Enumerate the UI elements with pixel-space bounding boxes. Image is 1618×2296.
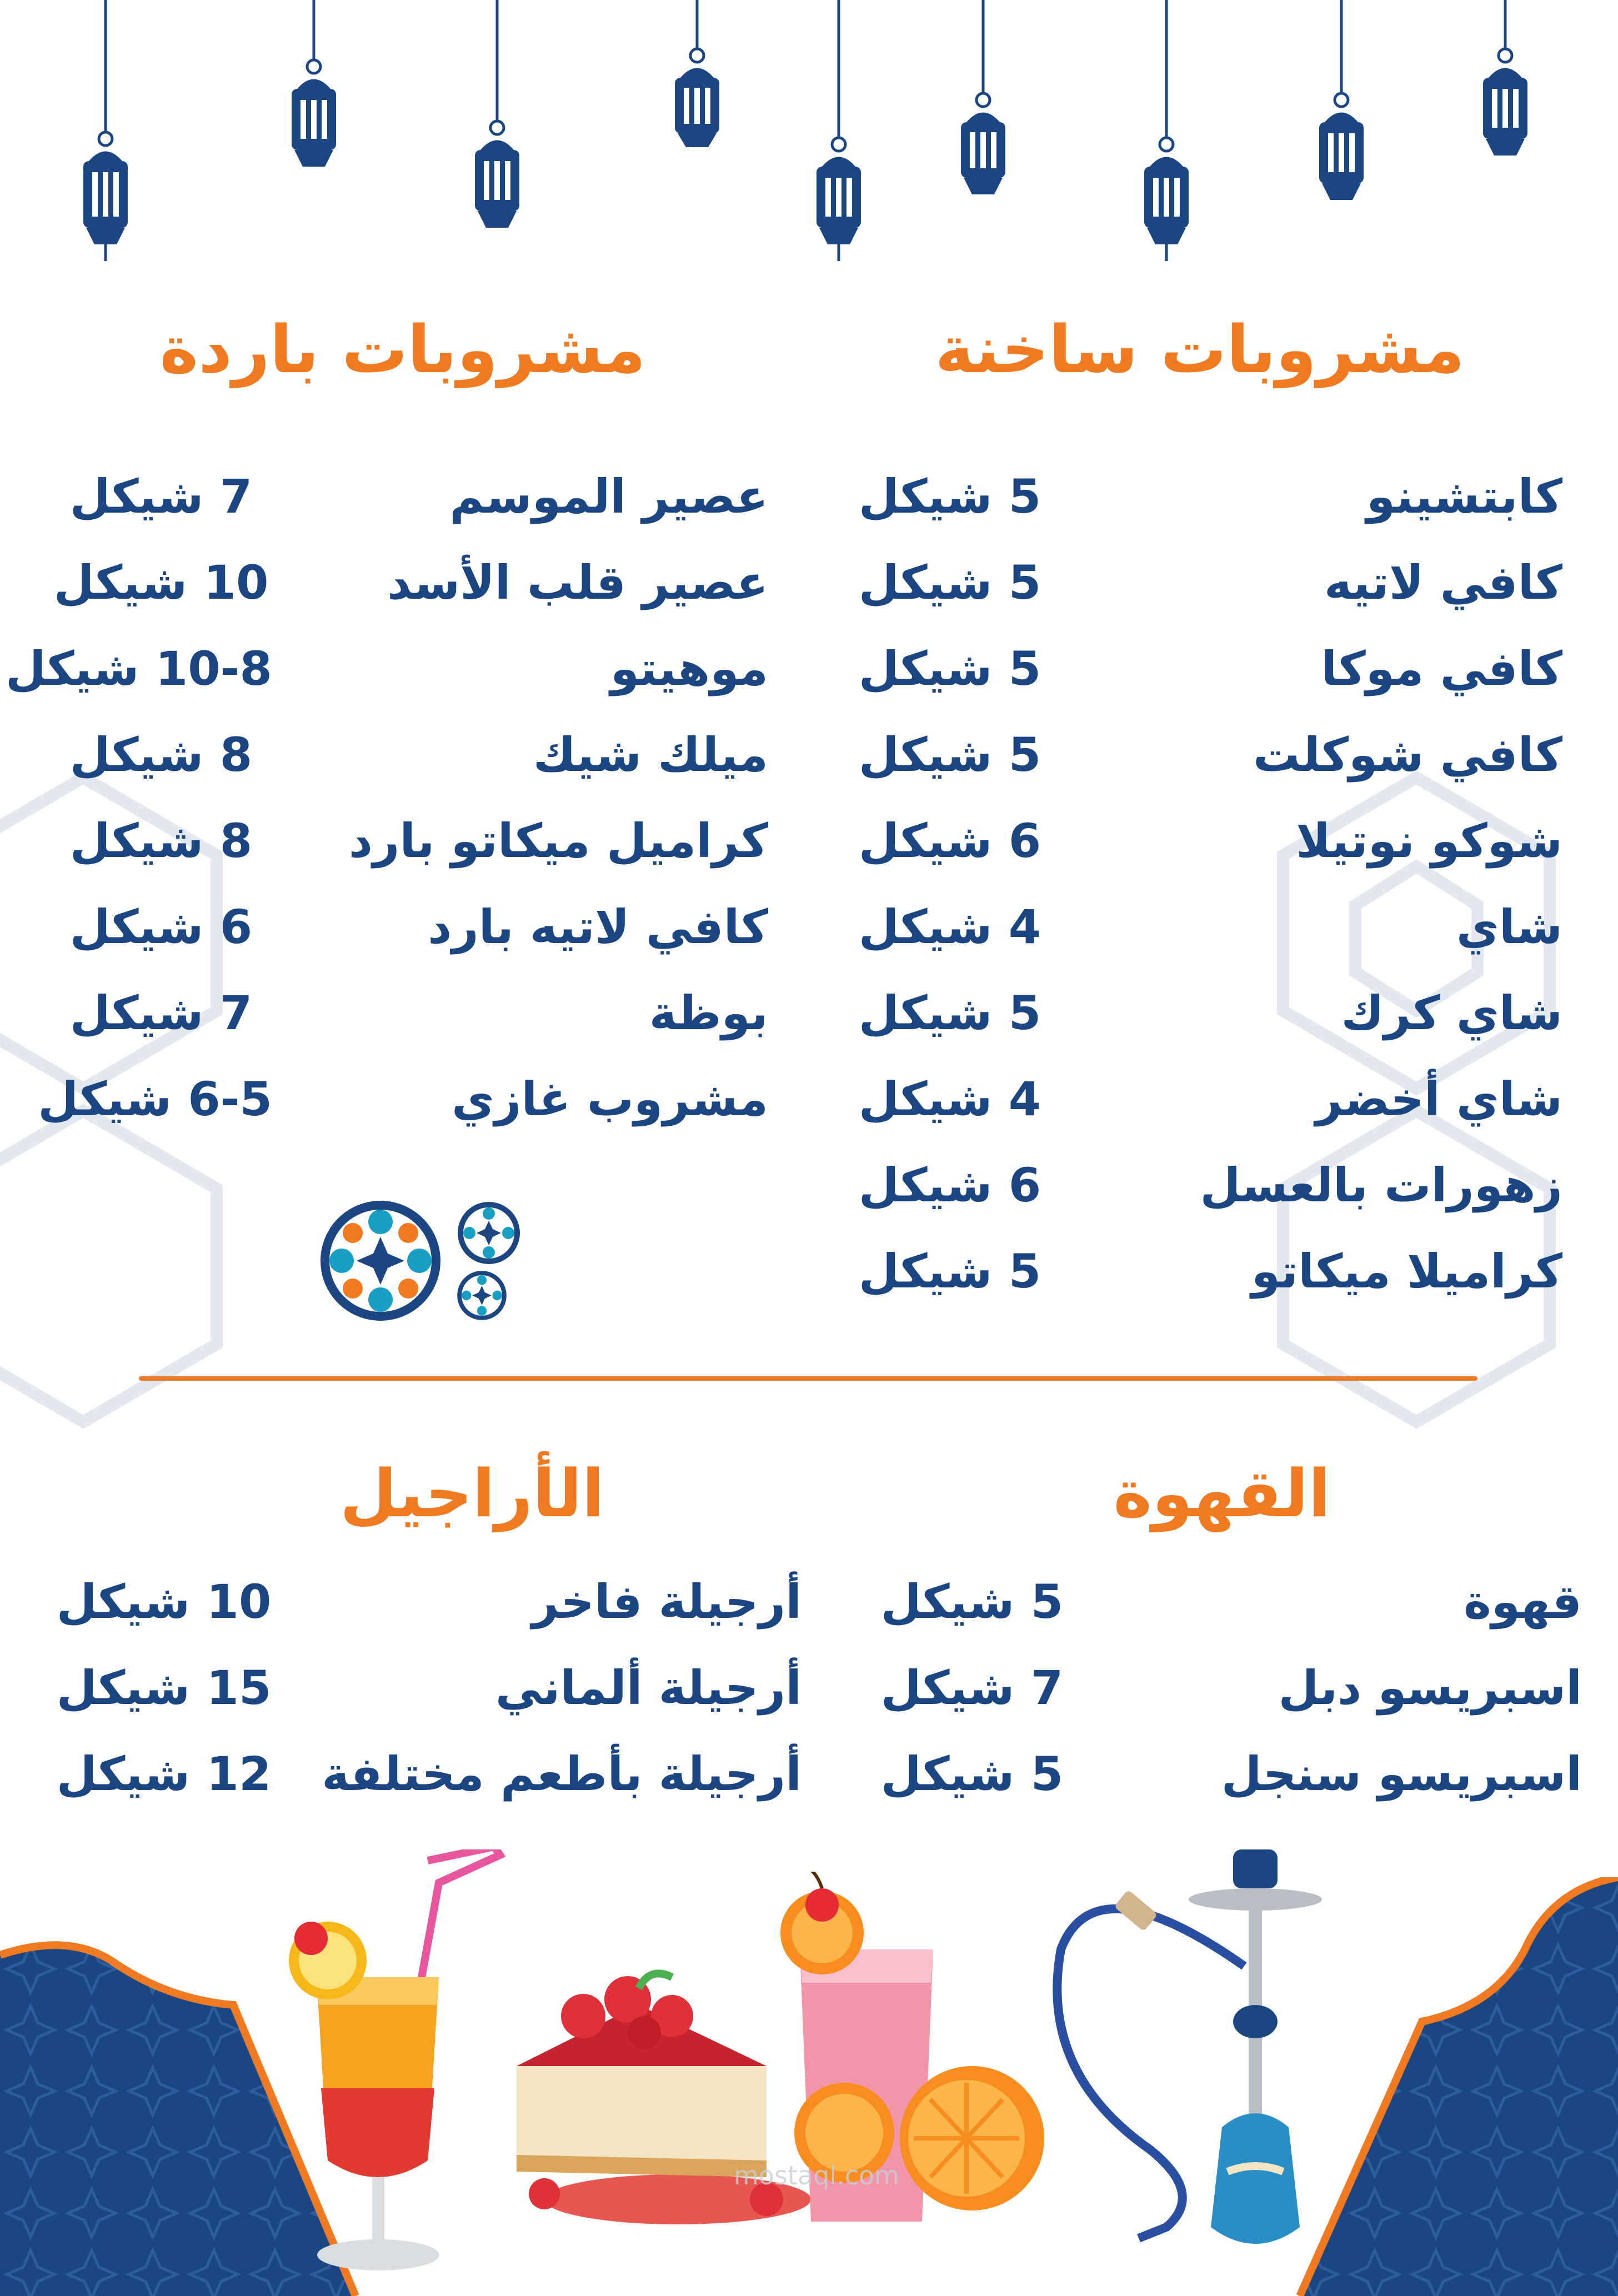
list-item-name: قهوة: [1464, 1575, 1582, 1629]
list-item-name: كافي موكا: [1321, 641, 1562, 696]
lantern-icon: [280, 0, 347, 178]
coffee-title: القهوة: [1113, 1455, 1331, 1532]
list-item-name: موهيتو: [610, 641, 768, 696]
hookah-title: الأراجيل: [340, 1455, 604, 1532]
list-item-price: 7 شيكل: [880, 1661, 1064, 1715]
list-item-price: 6 شيكل: [858, 1158, 1041, 1212]
rosette-icon: [455, 1269, 508, 1322]
lantern-icon: [464, 0, 530, 244]
cold-drinks-title: مشروبات باردة: [159, 311, 646, 388]
list-item-name: شوكو نوتيلا: [1296, 814, 1562, 868]
watermark: mostaql.com: [734, 2160, 899, 2190]
list-item-name: كابتشينو: [1366, 469, 1562, 524]
list-item-name: شاي أخضر: [1315, 1072, 1562, 1126]
lantern-icon: [1308, 0, 1375, 222]
list-item-name: اسبريسو سنجل: [1221, 1747, 1582, 1801]
list-item-name: أرجيلة بأطعم مختلفة: [322, 1747, 802, 1801]
lantern-icon: [72, 0, 139, 267]
hookah-icon: [1039, 1838, 1372, 2260]
list-item-price: 6 شيكل: [858, 814, 1041, 868]
list-item-price: 5 شيكل: [858, 728, 1041, 782]
list-item-price: 10 شيكل: [56, 1575, 272, 1629]
lantern-icon: [805, 0, 872, 267]
lantern-icon: [1472, 0, 1539, 178]
orange-icon: [889, 2061, 1055, 2216]
list-item-price: 5 شيكل: [858, 1244, 1041, 1299]
list-item-name: مشروب غازي: [452, 1072, 768, 1126]
list-item-price: 8 شيكل: [69, 728, 253, 782]
rosette-icon: [455, 1200, 522, 1266]
list-item-name: زهورات بالعسل: [1200, 1158, 1562, 1212]
rosette-icon: [317, 1197, 444, 1325]
list-item-price: 7 شيكل: [69, 986, 253, 1040]
list-item-name: كراميلا ميكاتو: [1251, 1244, 1562, 1299]
lantern-icon: [1133, 0, 1200, 267]
list-item-price: 10 شيكل: [53, 555, 269, 610]
list-item-name: كراميل ميكاتو بارد: [348, 814, 768, 868]
list-item-name: كافي لاتيه: [1324, 555, 1562, 610]
list-item-price: 5 شيكل: [858, 555, 1041, 610]
list-item-price: 6-5 شيكل: [38, 1072, 272, 1126]
lantern-icon: [664, 0, 730, 150]
list-item-price: 5 شيكل: [858, 469, 1041, 524]
list-item-price: 5 شيكل: [880, 1575, 1064, 1629]
list-item-name: عصير قلب الأسد: [387, 555, 768, 610]
list-item-price: 4 شيكل: [858, 900, 1041, 954]
list-item-price: 12 شيكل: [56, 1747, 272, 1801]
list-item-name: شاي كرك: [1341, 986, 1562, 1040]
section-divider: [139, 1376, 1477, 1381]
list-item-name: أرجيلة فاخر: [532, 1575, 802, 1629]
list-item-name: كافي شوكلت: [1253, 728, 1562, 782]
lantern-icon: [950, 0, 1016, 222]
list-item-price: 5 شيكل: [858, 986, 1041, 1040]
list-item-name: عصير الموسم: [449, 469, 768, 524]
list-item-name: بوظة: [649, 986, 768, 1040]
list-item-price: 6 شيكل: [69, 900, 253, 954]
list-item-price: 8 شيكل: [69, 814, 253, 868]
list-item-name: شاي: [1456, 900, 1562, 954]
list-item-name: أرجيلة ألماني: [495, 1661, 802, 1715]
list-item-price: 10-8 شيكل: [5, 641, 272, 696]
cocktail-icon: [261, 1849, 517, 2283]
list-item-price: 15 شيكل: [56, 1661, 272, 1715]
list-item-price: 5 شيكل: [880, 1747, 1064, 1801]
list-item-price: 7 شيكل: [69, 469, 253, 524]
hot-drinks-title: مشروبات ساخنة: [935, 311, 1465, 388]
list-item-price: 5 شيكل: [858, 641, 1041, 696]
list-item-price: 4 شيكل: [858, 1072, 1041, 1126]
list-item-name: ميلك شيك: [533, 728, 768, 782]
list-item-name: كافي لاتيه بارد: [428, 900, 768, 954]
list-item-name: اسبريسو دبل: [1278, 1661, 1582, 1715]
